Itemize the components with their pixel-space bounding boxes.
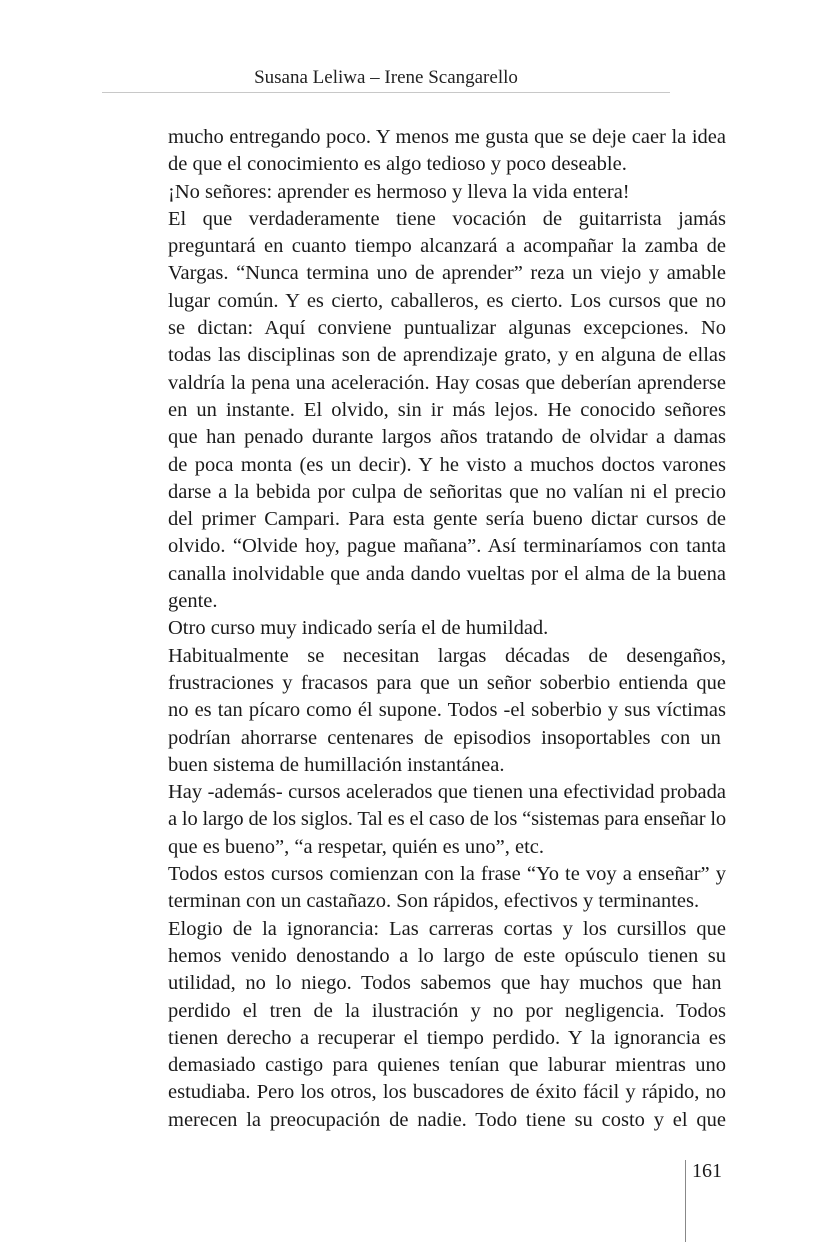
text-line: utilidad, no lo niego. Todos sabemos que hay muchos que han: [168, 972, 722, 995]
text-line: que han penado durante largos años tratando de olvidar a damas: [168, 426, 726, 449]
text-line: El que verdaderamente tiene vocación de guitarrista jamás: [168, 207, 726, 230]
text-line: canalla inolvidable que anda dando vueltas por el alma de la buena: [168, 562, 726, 585]
running-title: Susana Leliwa – Irene Scangarello: [254, 67, 518, 88]
text-line: no es tan pícaro como él supone. Todos -el soberbio y sus víctimas: [168, 699, 726, 722]
text-line: lugar común. Y es cierto, caballeros, es cierto. Los cursos que no: [168, 289, 726, 312]
text-line: ¡No señores: aprender es hermoso y lleva la vida entera!: [168, 180, 630, 203]
text-line: olvido. “Olvide hoy, pague mañana”. Así terminaríamos con tanta: [168, 535, 726, 558]
text-line: en un instante. El olvido, sin ir más lejos. He conocido señores: [168, 398, 726, 421]
text-line: merecen la preocupación de nadie. Todo tiene su costo y el que: [168, 1108, 726, 1131]
text-line: todas las disciplinas son de aprendizaje grato, y en alguna de ellas: [168, 344, 726, 367]
body-text: [168, 124, 726, 1134]
text-line: terminan con un castañazo. Son rápidos, efectivos y terminantes.: [168, 890, 700, 913]
text-line: mucho entregando poco. Y menos me gusta que se deje caer la idea: [168, 126, 726, 148]
text-line: de que el conocimiento es algo tedioso y poco deseable.: [168, 153, 627, 176]
text-line: estudiaba. Pero los otros, los buscadores de éxito fácil y rápido, no: [168, 1081, 726, 1104]
text-line: Vargas. “Nunca termina uno de aprender” reza un viejo y amable: [168, 262, 726, 285]
text-line: preguntará en cuanto tiempo alcanzará a acompañar la zamba de: [168, 235, 726, 258]
text-line: podrían ahorrarse centenares de episodios insoportables con un: [168, 726, 721, 749]
folio-rule: [685, 1160, 686, 1242]
text-line: buen sistema de humillación instantánea.: [168, 753, 505, 776]
page-number: 161: [692, 1160, 722, 1182]
text-line: valdría la pena una aceleración. Hay cosas que deberían aprenderse: [168, 371, 726, 394]
text-line: que es bueno”, “a respetar, quién es uno”, etc.: [168, 835, 544, 858]
text-line: hemos venido denostando a lo largo de este opúsculo tienen su: [168, 944, 726, 967]
text-line: a lo largo de los siglos. Tal es el caso de los “sistemas para enseñar lo: [168, 808, 726, 831]
text-line: darse a la bebida por culpa de señoritas que no valían ni el precio: [168, 480, 726, 503]
text-line: frustraciones y fracasos para que un señor soberbio entienda que: [168, 671, 726, 694]
text-line: Habitualmente se necesitan largas décadas de desengaños,: [168, 644, 726, 667]
running-header: [102, 66, 670, 93]
text-line: del primer Campari. Para esta gente sería bueno dictar cursos de: [168, 508, 726, 531]
text-line: perdido el tren de la ilustración y no por negligencia. Todos: [168, 999, 726, 1022]
text-line: Hay -además- cursos acelerados que tienen una efectividad probada: [168, 781, 726, 804]
text-line: de poca monta (es un decir). Y he visto a muchos doctos varones: [168, 453, 726, 476]
text-line: demasiado castigo para quienes tenían que laburar mientras uno: [168, 1054, 726, 1077]
text-line: gente.: [168, 590, 218, 613]
text-line: Elogio de la ignorancia: Las carreras cortas y los cursillos que: [168, 917, 726, 940]
text-line: Otro curso muy indicado sería el de humildad.: [168, 617, 549, 640]
text-line: Todos estos cursos comienzan con la frase “Yo te voy a enseñar” y: [168, 863, 726, 886]
text-line: se dictan: Aquí conviene puntualizar algunas excepciones. No: [168, 317, 726, 340]
text-line: tienen derecho a recuperar el tiempo perdido. Y la ignorancia es: [168, 1026, 726, 1049]
